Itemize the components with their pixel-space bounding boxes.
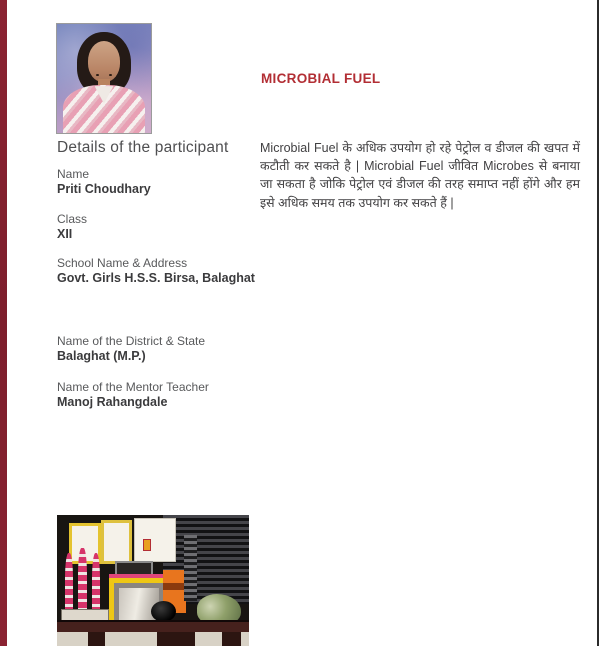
field-label: Name of the Mentor Teacher — [57, 380, 209, 394]
model-tower — [78, 548, 87, 617]
field-value: Manoj Rahangdale — [57, 395, 168, 409]
field-label: Name — [57, 167, 90, 181]
field-class — [57, 212, 87, 242]
eye-shape — [109, 74, 112, 76]
cylinder-column — [184, 535, 197, 602]
table-leg — [157, 632, 195, 646]
field-school — [57, 256, 255, 286]
table-leg — [88, 632, 105, 646]
field-mentor-teacher — [57, 380, 209, 410]
field-value: Govt. Girls H.S.S. Birsa, Balaghat — [57, 271, 255, 285]
project-title: MICROBIAL FUEL — [261, 71, 381, 86]
project-exhibit-photo — [57, 515, 249, 646]
field-label: Name of the District & State — [57, 334, 206, 348]
model-tower — [65, 553, 74, 617]
field-label: Class — [57, 212, 88, 226]
field-value: Balaghat (M.P.) — [57, 349, 146, 363]
field-value: Priti Choudhary — [57, 182, 151, 196]
display-case-trim — [109, 574, 169, 578]
details-heading: Details of the participant — [57, 139, 229, 156]
right-edge-line — [597, 0, 599, 646]
field-label: School Name & Address — [57, 256, 188, 270]
model-tower — [92, 553, 101, 617]
poster-board — [134, 518, 176, 562]
floor-strip — [57, 632, 249, 646]
apparatus-band — [163, 583, 186, 590]
field-name — [57, 167, 151, 197]
field-district-state — [57, 334, 205, 364]
field-value: XII — [57, 227, 73, 241]
poster-emblem — [143, 539, 151, 551]
left-accent-bar — [0, 0, 7, 646]
face-shape — [88, 41, 120, 81]
wall-chart — [101, 520, 132, 564]
table-leg — [222, 632, 241, 646]
participant-photo — [56, 23, 152, 134]
project-description: Microbial Fuel के अधिक उपयोग हो रहे पेट्रोल व डीजल की खपत में कटौती कर सकते है | Microbial Fuel जीवित Microbes से बनाया जा सकता है जोकि पेट्रोल एवं डीजल की तरह समाप्त नहीं होंगे और हम इसे अधिक समय तक उपयोग कर सकते हैं | — [260, 141, 580, 210]
